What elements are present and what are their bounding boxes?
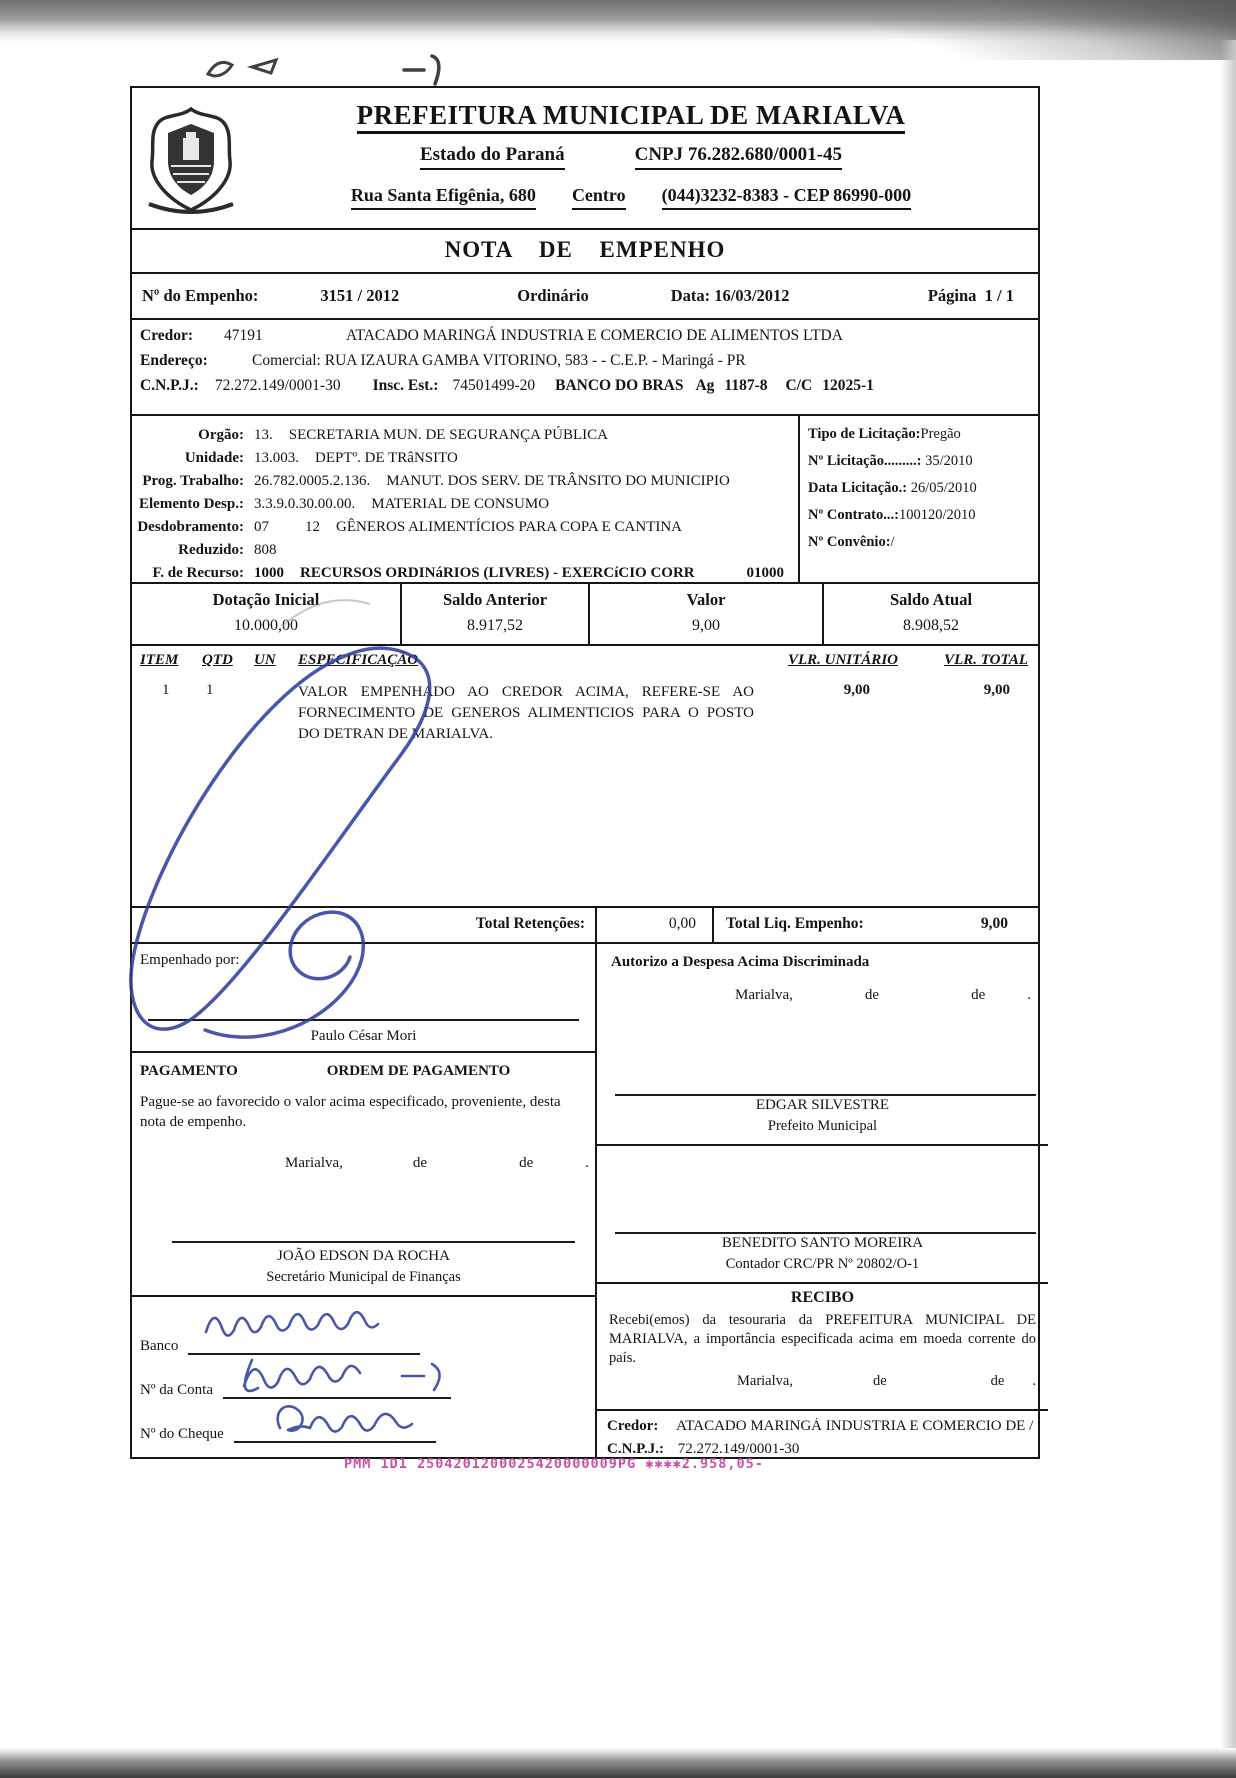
payment-order-title: ORDEM DE PAGAMENTO [326,1063,511,1080]
street-address: Rua Santa Efigênia, 680 [351,185,536,210]
scanner-bottom-shadow [0,1748,1236,1778]
accountant-title: Contador CRC/PR Nº 20802/O-1 [725,1256,920,1272]
items-table-header: ITEM QTD UN ESPECIFICAÇÃO VLR. UNITÁRIO VLR. TOTAL [140,652,1028,668]
dot-matrix-print-line: PMM 1D1 2504201200025420000009PG ✱✱✱✱2.958,05- [344,1456,764,1472]
bank-label: Banco [140,1338,179,1354]
accountant-name: BENEDITO SANTO MOREIRA [721,1235,924,1251]
bank-row [140,1311,587,1355]
cnpj-field-label: C.N.P.J.: [140,377,199,394]
creditor-name: ATACADO MARINGÁ INDUSTRIA E COMERCIO DE ALIMENTOS LTDA [346,327,843,344]
empenho-type: Ordinário [517,286,589,305]
empenho-date: Data: 16/03/2012 [670,286,790,305]
date-fill-row: Marialva, de de . [735,987,1031,1003]
contract-number-row: Nº Contrato...:100120/2010 [808,507,976,523]
account-fill-line [223,1383,451,1399]
creditor-label: Credor: [140,327,194,344]
payment-order-text: Pague-se ao favorecido o valor acima especificado, proveniente, desta nota de empenho. [140,1094,561,1131]
cheque-fill-line [234,1427,436,1443]
state-reg-label: Insc. Est.: [372,377,439,394]
municipality-title: PREFEITURA MUNICIPAL DE MARIALVA [250,100,1012,131]
breakdown-row: Desdobramento: 07 12 GÊNEROS ALIMENTÍCIOS PARA COPA E CANTINA [137,519,683,535]
bank-fill-block [132,1295,595,1457]
bidding-type-row: Tipo de Licitação:Pregão [808,426,961,442]
retentions-label: Total Retenções: [475,915,585,932]
payment-order-block [132,1051,595,1295]
account-label: C/C [785,377,813,394]
district: Centro [572,185,626,210]
items-table-body [132,676,1038,908]
bidding-date-row: Data Licitação.: 26/05/2010 [808,480,977,496]
signature-line [148,1019,579,1021]
net-total-label: Total Liq. Empenho: [726,915,864,932]
item-quantity: 1 [206,682,214,698]
current-balance-cell: Saldo Atual 8.908,52 [822,584,1038,644]
bank-name: BANCO DO BRAS [555,377,684,394]
creditor-ids-row [140,377,1030,395]
value-cell: Valor 9,00 [588,584,822,644]
funding-source-row: F. de Recurso: 1000 RECURSOS ORDINáRIOS (LIVRES) - EXERCíCIO CORR 01000 [152,565,784,581]
previous-balance-cell: Saldo Anterior 8.917,52 [400,584,588,644]
creditor-address: Comercial: RUA IZAURA GAMBA VITORINO, 583 - - C.E.P. - Maringá - PR [252,352,746,369]
agreement-number-row: Nº Convênio:/ [808,534,895,550]
signature-line [615,1094,1036,1096]
receipt-creditor-name: ATACADO MARINGÁ INDUSTRIA E COMERCIO DE / [676,1418,1034,1434]
pen-mark [208,56,439,84]
item-total-value: 9,00 [983,682,1010,698]
authorization-block [597,944,1048,1144]
coat-of-arms-logo [132,88,250,228]
signature-area [132,942,1038,1457]
letterhead-line-2 [250,144,1012,170]
account-number-label: Nº da Conta [140,1382,213,1398]
bidding-number-row: Nº Licitação.........: 35/2010 [808,453,973,469]
letterhead-line-3 [250,185,1012,210]
mayor-name: EDGAR SILVESTRE [755,1097,890,1113]
letterhead-text [250,88,1038,228]
item-unit-value: 9,00 [843,682,870,698]
agency-number: 1187-8 [724,377,768,394]
receipt-creditor-block [597,1409,1048,1457]
expense-element-row: Elemento Desp.: 3.3.9.0.30.00.00. MATERIAL DE CONSUMO [139,496,550,512]
net-total-cell [712,908,1038,942]
scanner-corner-shadow [816,0,1236,60]
cnpj-label: CNPJ 76.282.680/0001-45 [635,144,842,170]
state-reg: 74501499-20 [452,377,536,394]
receipt-title: RECIBO [790,1289,855,1306]
budget-classification-block [132,414,1038,582]
receipt-block [597,1282,1048,1409]
date-fill-row: Marialva, de de . [737,1372,1036,1389]
committed-by-block [132,944,595,1051]
signer-name: Paulo César Mori [310,1028,417,1045]
signature-line [615,1232,1036,1234]
reduced-code-row: Reduzido: 808 [178,542,277,558]
items-table [132,644,1038,906]
budget-summary-row [132,582,1038,644]
organ-row: Orgão: 13. SECRETARIA MUN. DE SEGURANÇA PÚBLICA [198,427,608,443]
bidding-column [798,416,1038,582]
work-program-row: Prog. Trabalho: 26.782.0005.2.136. MANUT. DOS SERV. DE TRÂNSITO DO MUNICIPIO [142,473,730,489]
empenho-number-row [132,272,1038,318]
empenho-number-label: Nº do Empenho: [142,286,259,305]
date-fill-row: Marialva, de de . [285,1154,589,1171]
creditor-code: 47191 [224,327,263,344]
right-signature-column [595,944,1048,1457]
authorization-title: Autorizo a Despesa Acima Discriminada [611,954,870,970]
nota-de-empenho-form [130,86,1040,1459]
retentions-value: 0,00 [595,908,712,942]
creditor-address-row [140,352,1030,370]
phone-cep: (044)3232-8383 - CEP 86990-000 [662,185,911,210]
creditor-name-row [140,327,1030,345]
creditor-cnpj: 72.272.149/0001-30 [214,377,341,394]
classification-column [132,416,798,582]
bank-fill-line [188,1339,420,1355]
accountant-block [597,1144,1048,1282]
empenho-number: 3151 / 2012 [320,286,400,305]
receipt-cnpj: 72.272.149/0001-30 [677,1441,800,1457]
account-number: 12025-1 [822,377,874,394]
cheque-number-label: Nº do Cheque [140,1426,224,1442]
mayor-title: Prefeito Municipal [767,1118,878,1134]
item-number: 1 [162,682,170,698]
agency-label: Ag [695,377,715,394]
totals-row [132,906,1038,942]
item-description: VALOR EMPENHADO AO CREDOR ACIMA, REFERE-SE AO FORNECIMENTO DE GENEROS ALIMENTICIOS PARA O POSTO DO DETRAN DE MARIALVA. [298,684,754,742]
payment-title: PAGAMENTO [140,1063,238,1080]
finance-secretary-title: Secretário Municipal de Finanças [266,1269,461,1285]
creditor-block [132,318,1038,414]
page-indicator: Página 1 / 1 [927,286,1014,305]
document-title: NOTA DE EMPENHO [132,228,1038,272]
address-label: Endereço: [140,352,208,369]
initial-allocation-cell: Dotação Inicial 10.000,00 [212,590,320,634]
committed-by-label: Empenhado por: [140,952,240,968]
unit-row: Unidade: 13.003. DEPTº. DE TRâNSITO [184,450,458,466]
letterhead [132,88,1038,228]
signature-line [172,1241,575,1243]
receipt-text: Recebi(emos) da tesouraria da PREFEITURA MUNICIPAL DE MARIALVA, a importância especificada acima em moeda corrente do país. [609,1312,1036,1366]
state-label: Estado do Paraná [420,144,565,170]
receipt-cnpj-row: C.N.P.J.: 72.272.149/0001-30 [607,1441,800,1457]
account-row [140,1355,587,1399]
left-signature-column [132,944,595,1457]
cheque-row [140,1399,587,1443]
net-total-value: 9,00 [980,915,1008,932]
scanner-right-shadow [1220,40,1236,1748]
finance-secretary-name: JOÃO EDSON DA ROCHA [277,1248,450,1264]
receipt-creditor-row: Credor: ATACADO MARINGÁ INDUSTRIA E COMERCIO DE / [607,1418,1034,1434]
